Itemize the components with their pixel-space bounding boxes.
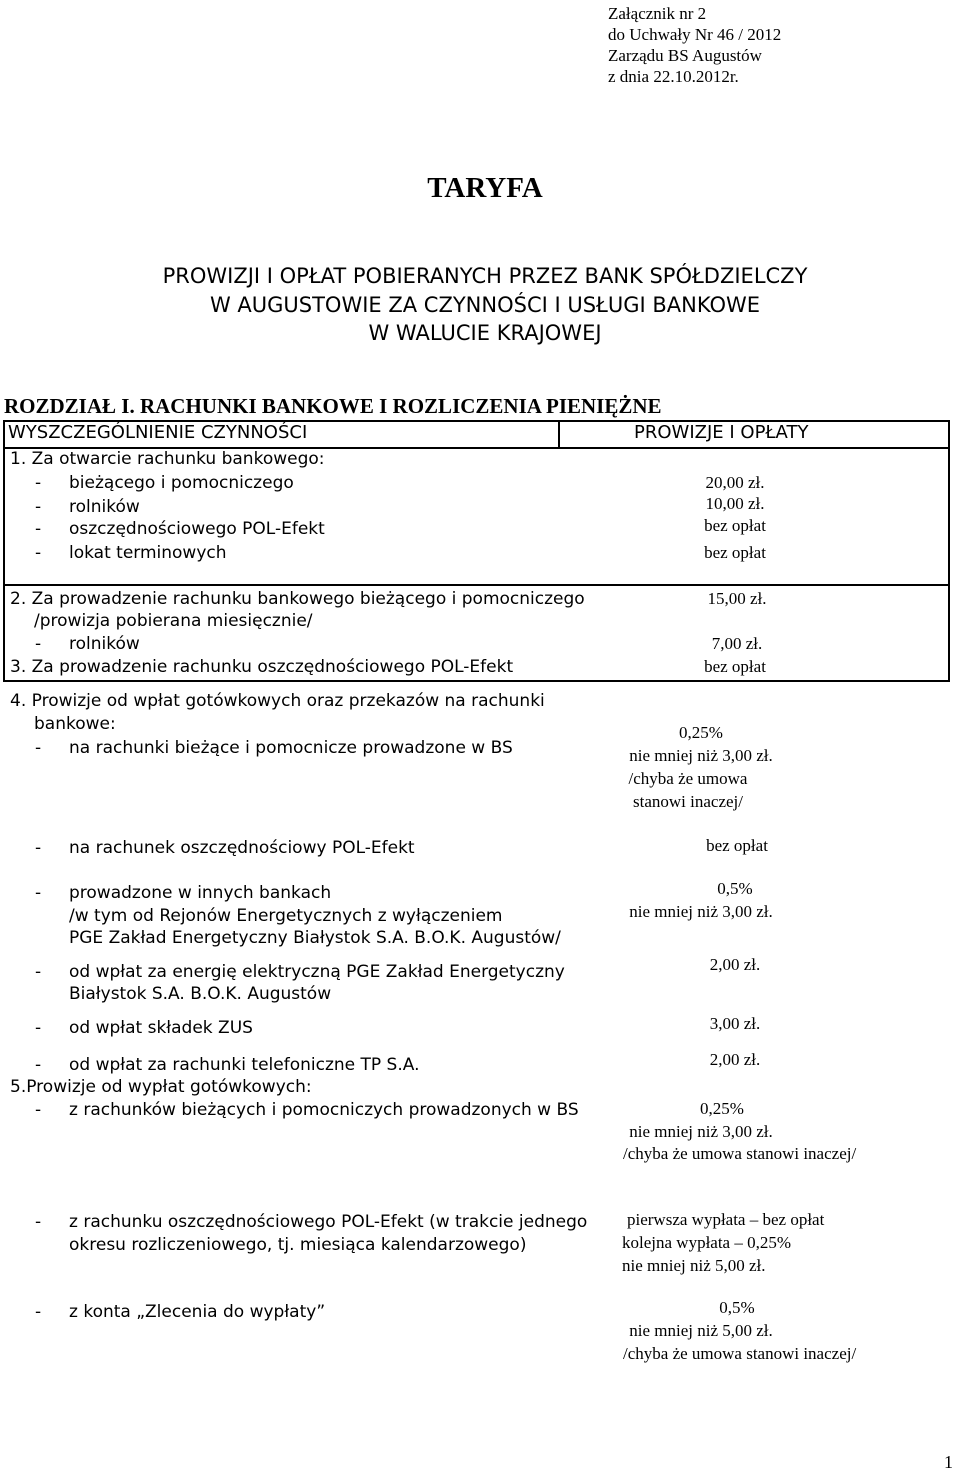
s4-item-5: od wpłat składek ZUS [69, 1018, 253, 1038]
s5-value-2-line-3: nie mniej niż 5,00 zł. [622, 1256, 766, 1275]
s1-dash-2: - [35, 497, 42, 517]
s4-title-line-2: bankowe: [34, 714, 116, 734]
s5-item-3: z konta „Zlecenia do wypłaty” [69, 1302, 326, 1322]
s4-dash-6: - [35, 1055, 42, 1075]
s4-value-3-line-2: nie mniej niż 3,00 zł. [629, 902, 773, 921]
s4-value-6: 2,00 zł. [709, 1050, 761, 1069]
s5-dash-1: - [35, 1100, 42, 1120]
page-number: 1 [944, 1452, 953, 1472]
s5-dash-2: - [35, 1212, 42, 1232]
s4-value-5: 3,00 zł. [709, 1014, 761, 1033]
s5-value-2-line-2: kolejna wypłata – 0,25% [622, 1233, 792, 1252]
s4-value-4: 2,00 zł. [709, 955, 761, 974]
s5-value-3-line-3: /chyba że umowa stanowi inaczej/ [623, 1344, 857, 1363]
s4-value-1-line-2: nie mniej niż 3,00 zł. [629, 746, 773, 765]
s4-item-6: od wpłat za rachunki telefoniczne TP S.A. [69, 1055, 420, 1075]
s4-value-1-line-3: /chyba że umowa [628, 769, 748, 788]
s4-title-line-1: 4. Prowizje od wpłat gotówkowych oraz przekazów na rachunki [10, 691, 545, 711]
s1-item-2: rolników [69, 497, 140, 517]
header-column-divider [558, 420, 560, 449]
s3-value: bez opłat [704, 657, 766, 676]
s1-dash-3: - [35, 519, 42, 539]
attachment-line-3: Zarządu BS Augustów [608, 46, 762, 65]
s4-value-2: bez opłat [706, 836, 768, 855]
s5-value-3-line-1: 0,5% [719, 1298, 755, 1317]
s4-dash-2: - [35, 838, 42, 858]
s1-item-3: oszczędnościowego POL-Efekt [69, 519, 325, 539]
s4-dash-4: - [35, 962, 42, 982]
s4-item-1: na rachunki bieżące i pomocnicze prowadzone w BS [69, 738, 513, 758]
s5-title: 5.Prowizje od wypłat gotówkowych: [10, 1077, 312, 1097]
s5-value-1-line-2: nie mniej niż 3,00 zł. [629, 1122, 773, 1141]
s1-value-1: 20,00 zł. [705, 473, 765, 492]
subtitle-line-1: PROWIZJI I OPŁAT POBIERANYCH PRZEZ BANK SPÓŁDZIELCZY [162, 264, 808, 288]
attachment-line-2: do Uchwały Nr 46 / 2012 [608, 25, 782, 44]
s2-item-1: rolników [69, 634, 140, 654]
s5-value-2-line-1: pierwsza wypłata – bez opłat [627, 1210, 825, 1229]
s1-value-3: bez opłat [704, 516, 766, 535]
attachment-line-1: Załącznik nr 2 [608, 4, 707, 23]
s4-dash-5: - [35, 1018, 42, 1038]
s5-item-2-line-1: z rachunku oszczędnościowego POL-Efekt (w trakcie jednego [69, 1212, 588, 1232]
s2-value-1: 7,00 zł. [711, 634, 763, 653]
s1-value-4: bez opłat [704, 543, 766, 562]
s4-item-3-line-1: prowadzone w innych bankach [69, 883, 332, 903]
document-title: TARYFA [427, 172, 543, 204]
s5-item-1: z rachunków bieżących i pomocniczych prowadzonych w BS [69, 1100, 579, 1120]
s5-item-2-line-2: okresu rozliczeniowego, tj. miesiąca kalendarzowego) [69, 1235, 527, 1255]
s1-dash-1: - [35, 473, 42, 493]
header-activity: WYSZCZEGÓLNIENIE CZYNNOŚCI [8, 422, 308, 443]
s2-note: /prowizja pobierana miesięcznie/ [34, 611, 313, 631]
s5-value-1-line-1: 0,25% [700, 1099, 744, 1118]
s4-item-4-line-1: od wpłat za energię elektryczną PGE Zakład Energetyczny [69, 962, 565, 982]
s4-dash-1: - [35, 738, 42, 758]
s2-title: 2. Za prowadzenie rachunku bankowego bieżącego i pomocniczego [10, 589, 585, 609]
s1-title: 1. Za otwarcie rachunku bankowego: [10, 449, 325, 469]
s5-value-3-line-2: nie mniej niż 5,00 zł. [629, 1321, 773, 1340]
s5-dash-3: - [35, 1302, 42, 1322]
table-right-border [948, 420, 950, 682]
s4-item-2: na rachunek oszczędnościowy POL-Efekt [69, 838, 415, 858]
s4-value-3-line-1: 0,5% [717, 879, 753, 898]
table-left-border [3, 420, 5, 682]
s2-value-main: 15,00 zł. [707, 589, 767, 608]
attachment-line-4: z dnia 22.10.2012r. [608, 67, 739, 86]
s4-item-3-line-3: PGE Zakład Energetyczny Białystok S.A. B.O.K. Augustów/ [69, 928, 561, 948]
s1-item-4: lokat terminowych [69, 543, 227, 563]
s1-value-2: 10,00 zł. [705, 494, 765, 513]
s5-value-1-line-3: /chyba że umowa stanowi inaczej/ [623, 1144, 857, 1163]
s1-dash-4: - [35, 543, 42, 563]
section-3-bottom-border [3, 680, 950, 682]
s4-dash-3: - [35, 883, 42, 903]
s4-value-1-line-4: stanowi inaczej/ [633, 792, 743, 811]
subtitle-line-3: W WALUCIE KRAJOWEJ [368, 321, 602, 345]
header-fees: PROWIZJE I OPŁATY [634, 422, 809, 443]
s3-title: 3. Za prowadzenie rachunku oszczędnościowego POL-Efekt [10, 657, 514, 677]
s2-dash-1: - [35, 634, 42, 654]
s4-item-3-line-2: /w tym od Rejonów Energetycznych z wyłączeniem [69, 906, 503, 926]
s4-item-4-line-2: Białystok S.A. B.O.K. Augustów [69, 984, 332, 1004]
chapter-heading: ROZDZIAŁ I. RACHUNKI BANKOWE I ROZLICZENIA PIENIĘŻNE [4, 394, 662, 418]
section-1-bottom-border [3, 584, 950, 586]
subtitle-line-2: W AUGUSTOWIE ZA CZYNNOŚCI I USŁUGI BANKOWE [209, 293, 761, 317]
s4-value-1-line-1: 0,25% [679, 723, 723, 742]
s1-item-1: bieżącego i pomocniczego [69, 473, 294, 493]
